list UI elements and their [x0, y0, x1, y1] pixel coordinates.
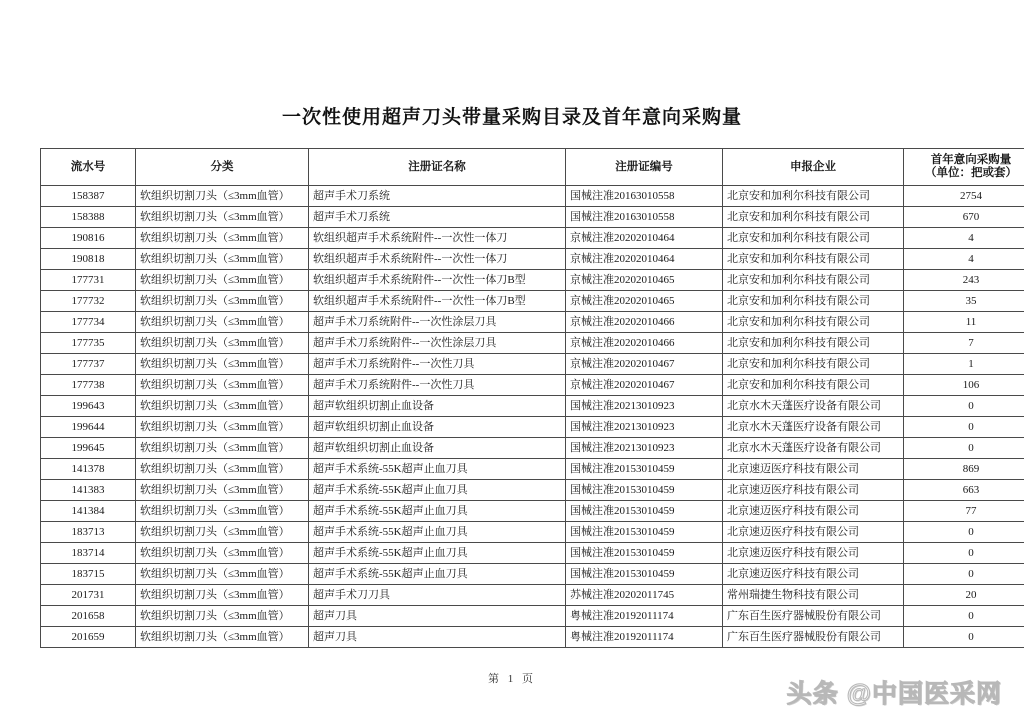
cell-company: 北京安和加利尔科技有限公司: [723, 249, 904, 270]
cell-registration-name: 超声软组织切割止血设备: [309, 438, 566, 459]
cell-category: 软组织切割刀头（≤3mm血管）: [136, 186, 309, 207]
cell-company: 北京速迈医疗科技有限公司: [723, 501, 904, 522]
cell-registration-name: 超声手术刀系统附件--一次性刀具: [309, 354, 566, 375]
cell-category: 软组织切割刀头（≤3mm血管）: [136, 354, 309, 375]
table-row: [41, 396, 1024, 417]
table-row: [41, 606, 1024, 627]
cell-quantity: 0: [904, 543, 1024, 564]
cell-company: 北京安和加利尔科技有限公司: [723, 291, 904, 312]
cell-company: 广东百生医疗器械股份有限公司: [723, 606, 904, 627]
table-header: [41, 149, 1024, 186]
table-row: [41, 312, 1024, 333]
cell-registration-number: 粤械注准20192011174: [566, 627, 723, 648]
cell-registration-number: 京械注准20202010466: [566, 333, 723, 354]
table-row: [41, 627, 1024, 648]
table-row: [41, 228, 1024, 249]
cell-registration-number: 京械注准20202010467: [566, 375, 723, 396]
cell-registration-number: 京械注准20202010467: [566, 354, 723, 375]
cell-registration-number: 国械注准20153010459: [566, 459, 723, 480]
cell-category: 软组织切割刀头（≤3mm血管）: [136, 333, 309, 354]
cell-category: 软组织切割刀头（≤3mm血管）: [136, 375, 309, 396]
table-row: [41, 291, 1024, 312]
cell-quantity: 0: [904, 564, 1024, 585]
cell-category: 软组织切割刀头（≤3mm血管）: [136, 522, 309, 543]
cell-registration-name: 超声软组织切割止血设备: [309, 396, 566, 417]
cell-serial: 199643: [41, 396, 136, 417]
cell-company: 北京安和加利尔科技有限公司: [723, 333, 904, 354]
cell-category: 软组织切割刀头（≤3mm血管）: [136, 585, 309, 606]
cell-quantity: 4: [904, 228, 1024, 249]
cell-company: 常州瑞捷生物科技有限公司: [723, 585, 904, 606]
table-row: [41, 585, 1024, 606]
cell-quantity: 35: [904, 291, 1024, 312]
cell-quantity: 243: [904, 270, 1024, 291]
cell-company: 北京水木天蓬医疗设备有限公司: [723, 438, 904, 459]
table-row: [41, 354, 1024, 375]
cell-company: 北京速迈医疗科技有限公司: [723, 480, 904, 501]
cell-registration-number: 国械注准20153010459: [566, 564, 723, 585]
cell-serial: 177737: [41, 354, 136, 375]
cell-category: 软组织切割刀头（≤3mm血管）: [136, 543, 309, 564]
cell-registration-name: 超声软组织切割止血设备: [309, 417, 566, 438]
column-header-category: 分类: [136, 149, 309, 186]
cell-quantity: 0: [904, 396, 1024, 417]
cell-company: 北京安和加利尔科技有限公司: [723, 375, 904, 396]
cell-serial: 183714: [41, 543, 136, 564]
cell-company: 北京速迈医疗科技有限公司: [723, 459, 904, 480]
cell-category: 软组织切割刀头（≤3mm血管）: [136, 270, 309, 291]
cell-serial: 158387: [41, 186, 136, 207]
column-header-quantity: [904, 149, 1024, 186]
column-header-registration-name: 注册证名称: [309, 149, 566, 186]
table-row: [41, 501, 1024, 522]
cell-registration-name: 超声手术系统-55K超声止血刀具: [309, 501, 566, 522]
table-row: [41, 249, 1024, 270]
cell-serial: 177738: [41, 375, 136, 396]
cell-registration-name: 超声手术刀系统附件--一次性刀具: [309, 375, 566, 396]
cell-company: 广东百生医疗器械股份有限公司: [723, 627, 904, 648]
table-row: [41, 375, 1024, 396]
catalog-table-container: [40, 148, 1017, 648]
table-row: [41, 333, 1024, 354]
cell-serial: 141378: [41, 459, 136, 480]
table-row: [41, 459, 1024, 480]
cell-category: 软组织切割刀头（≤3mm血管）: [136, 312, 309, 333]
cell-registration-number: 京械注准20202010464: [566, 228, 723, 249]
watermark: 头条 @中国医采网: [786, 680, 1002, 708]
cell-registration-name: 超声手术刀刀具: [309, 585, 566, 606]
table-row: [41, 543, 1024, 564]
cell-registration-name: 软组织超声手术系统附件--一次性一体刀: [309, 249, 566, 270]
cell-company: 北京速迈医疗科技有限公司: [723, 543, 904, 564]
cell-registration-name: 软组织超声手术系统附件--一次性一体刀B型: [309, 291, 566, 312]
cell-quantity: 869: [904, 459, 1024, 480]
cell-registration-name: 超声手术系统-55K超声止血刀具: [309, 564, 566, 585]
table-row: [41, 438, 1024, 459]
cell-registration-number: 国械注准20213010923: [566, 396, 723, 417]
cell-category: 软组织切割刀头（≤3mm血管）: [136, 438, 309, 459]
cell-quantity: 106: [904, 375, 1024, 396]
cell-registration-name: 超声手术刀系统: [309, 186, 566, 207]
cell-registration-number: 苏械注准20202011745: [566, 585, 723, 606]
cell-registration-number: 国械注准20163010558: [566, 207, 723, 228]
cell-company: 北京安和加利尔科技有限公司: [723, 312, 904, 333]
cell-quantity: 0: [904, 417, 1024, 438]
cell-category: 软组织切割刀头（≤3mm血管）: [136, 627, 309, 648]
cell-quantity: 670: [904, 207, 1024, 228]
cell-category: 软组织切割刀头（≤3mm血管）: [136, 480, 309, 501]
cell-company: 北京安和加利尔科技有限公司: [723, 270, 904, 291]
cell-company: 北京安和加利尔科技有限公司: [723, 228, 904, 249]
cell-quantity: 11: [904, 312, 1024, 333]
cell-registration-number: 国械注准20163010558: [566, 186, 723, 207]
procurement-catalog-table: [40, 148, 1024, 648]
cell-registration-name: 超声手术刀系统附件--一次性涂层刀具: [309, 333, 566, 354]
cell-serial: 177732: [41, 291, 136, 312]
cell-category: 软组织切割刀头（≤3mm血管）: [136, 417, 309, 438]
column-header-serial: 流水号: [41, 149, 136, 186]
table-row: [41, 417, 1024, 438]
cell-company: 北京速迈医疗科技有限公司: [723, 522, 904, 543]
cell-category: 软组织切割刀头（≤3mm血管）: [136, 564, 309, 585]
column-header-quantity-line1: 首年意向采购量: [930, 154, 1012, 166]
cell-quantity: 4: [904, 249, 1024, 270]
cell-serial: 199644: [41, 417, 136, 438]
table-row: [41, 186, 1024, 207]
cell-quantity: 1: [904, 354, 1024, 375]
cell-registration-number: 京械注准20202010465: [566, 291, 723, 312]
cell-serial: 177734: [41, 312, 136, 333]
cell-serial: 190818: [41, 249, 136, 270]
cell-company: 北京安和加利尔科技有限公司: [723, 186, 904, 207]
cell-serial: 141384: [41, 501, 136, 522]
cell-company: 北京速迈医疗科技有限公司: [723, 564, 904, 585]
table-row: [41, 564, 1024, 585]
cell-registration-name: 软组织超声手术系统附件--一次性一体刀: [309, 228, 566, 249]
cell-quantity: 0: [904, 438, 1024, 459]
cell-registration-number: 国械注准20153010459: [566, 522, 723, 543]
cell-category: 软组织切割刀头（≤3mm血管）: [136, 459, 309, 480]
cell-quantity: 0: [904, 627, 1024, 648]
cell-registration-name: 超声刀具: [309, 606, 566, 627]
table-row: [41, 522, 1024, 543]
cell-category: 软组织切割刀头（≤3mm血管）: [136, 228, 309, 249]
cell-registration-number: 京械注准20202010465: [566, 270, 723, 291]
cell-quantity: 7: [904, 333, 1024, 354]
cell-serial: 201658: [41, 606, 136, 627]
cell-company: 北京水木天蓬医疗设备有限公司: [723, 417, 904, 438]
column-header-quantity-line2: （单位：把或套）: [925, 167, 1017, 179]
cell-category: 软组织切割刀头（≤3mm血管）: [136, 501, 309, 522]
cell-registration-name: 超声手术刀系统: [309, 207, 566, 228]
table-row: [41, 270, 1024, 291]
cell-quantity: 20: [904, 585, 1024, 606]
cell-registration-number: 国械注准20153010459: [566, 501, 723, 522]
table-header-row: [41, 149, 1024, 186]
cell-category: 软组织切割刀头（≤3mm血管）: [136, 396, 309, 417]
cell-serial: 158388: [41, 207, 136, 228]
cell-registration-number: 国械注准20213010923: [566, 417, 723, 438]
cell-registration-number: 京械注准20202010464: [566, 249, 723, 270]
cell-serial: 183713: [41, 522, 136, 543]
cell-quantity: 663: [904, 480, 1024, 501]
cell-registration-number: 粤械注准20192011174: [566, 606, 723, 627]
cell-registration-name: 超声刀具: [309, 627, 566, 648]
cell-serial: 199645: [41, 438, 136, 459]
table-row: [41, 207, 1024, 228]
cell-registration-name: 超声手术系统-55K超声止血刀具: [309, 459, 566, 480]
table-body: [41, 186, 1024, 648]
cell-registration-number: 京械注准20202010466: [566, 312, 723, 333]
cell-quantity: 0: [904, 606, 1024, 627]
cell-category: 软组织切割刀头（≤3mm血管）: [136, 207, 309, 228]
cell-registration-name: 超声手术系统-55K超声止血刀具: [309, 543, 566, 564]
cell-serial: 177731: [41, 270, 136, 291]
page-number-footer: 第 1 页: [488, 673, 536, 685]
cell-registration-name: 超声手术刀系统附件--一次性涂层刀具: [309, 312, 566, 333]
column-header-company: 申报企业: [723, 149, 904, 186]
cell-registration-number: 国械注准20153010459: [566, 480, 723, 501]
cell-registration-name: 超声手术系统-55K超声止血刀具: [309, 480, 566, 501]
cell-serial: 177735: [41, 333, 136, 354]
cell-category: 软组织切割刀头（≤3mm血管）: [136, 249, 309, 270]
cell-category: 软组织切割刀头（≤3mm血管）: [136, 606, 309, 627]
cell-registration-number: 国械注准20153010459: [566, 543, 723, 564]
cell-serial: 201731: [41, 585, 136, 606]
page-title: 一次性使用超声刀头带量采购目录及首年意向采购量: [281, 107, 742, 128]
cell-registration-name: 软组织超声手术系统附件--一次性一体刀B型: [309, 270, 566, 291]
cell-company: 北京水木天蓬医疗设备有限公司: [723, 396, 904, 417]
cell-company: 北京安和加利尔科技有限公司: [723, 207, 904, 228]
cell-serial: 141383: [41, 480, 136, 501]
table-row: [41, 480, 1024, 501]
cell-category: 软组织切割刀头（≤3mm血管）: [136, 291, 309, 312]
cell-serial: 201659: [41, 627, 136, 648]
cell-quantity: 77: [904, 501, 1024, 522]
cell-company: 北京安和加利尔科技有限公司: [723, 354, 904, 375]
cell-registration-name: 超声手术系统-55K超声止血刀具: [309, 522, 566, 543]
cell-quantity: 0: [904, 522, 1024, 543]
cell-registration-number: 国械注准20213010923: [566, 438, 723, 459]
cell-serial: 190816: [41, 228, 136, 249]
column-header-registration-number: 注册证编号: [566, 149, 723, 186]
cell-quantity: 2754: [904, 186, 1024, 207]
cell-serial: 183715: [41, 564, 136, 585]
